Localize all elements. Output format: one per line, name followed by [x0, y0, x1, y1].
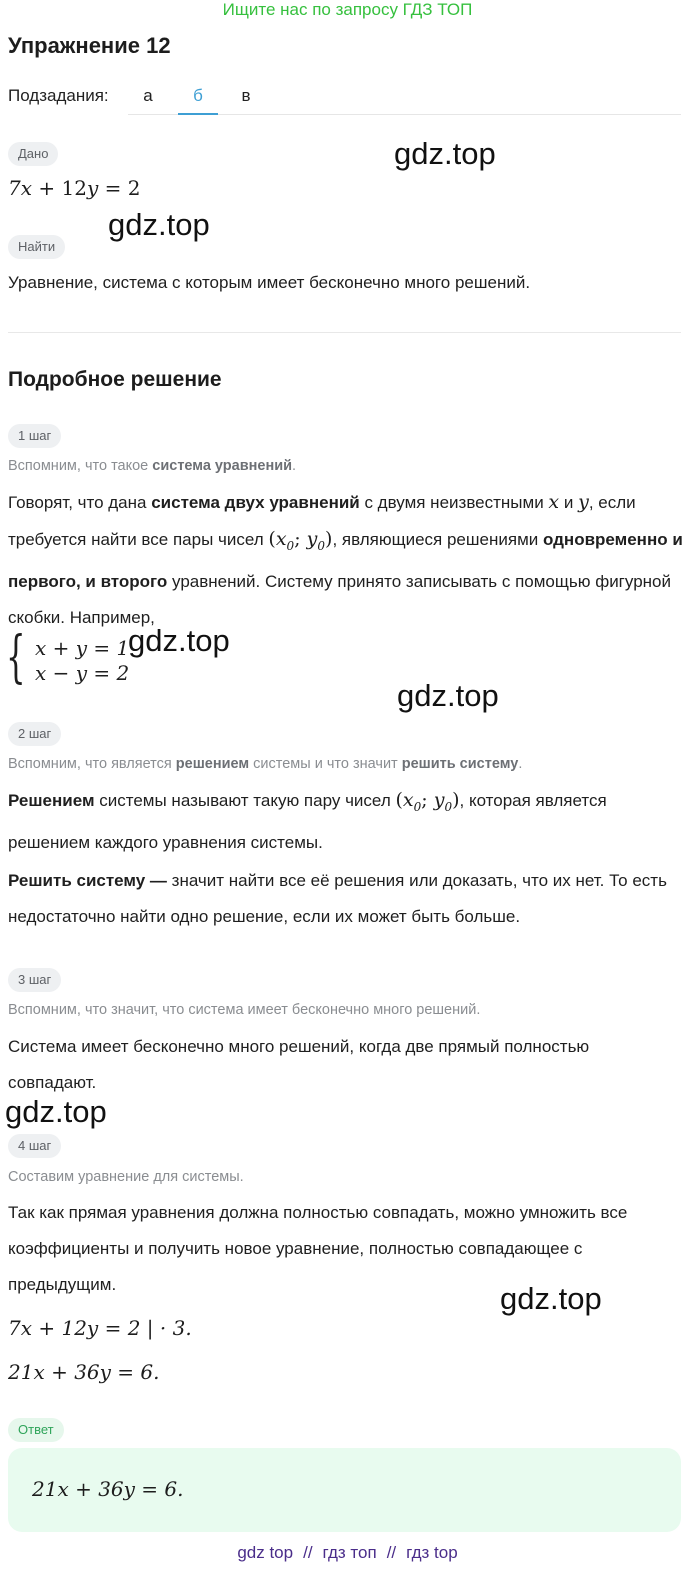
watermark: gdz.top — [397, 678, 499, 713]
step-4-equation-2: 21x + 36y = 6. — [8, 1360, 160, 1384]
step-3-hint: Вспомним, что значит, что система имеет бесконечно много решений. — [8, 1002, 481, 1018]
tab-v[interactable]: в — [241, 86, 251, 105]
footer-separator: // — [303, 1543, 313, 1562]
watermark: gdz.top — [128, 623, 230, 658]
search-banner[interactable]: Ищите нас по запросу ГДЗ ТОП — [222, 0, 473, 19]
step-1-badge: 1 шаг — [8, 424, 61, 448]
step-4-hint: Составим уравнение для системы. — [8, 1169, 244, 1185]
tab-b[interactable]: б — [193, 86, 203, 105]
system-eq-1: x + y = 1 — [35, 636, 130, 660]
step-3-badge: 3 шаг — [8, 968, 61, 992]
watermark: gdz.top — [108, 207, 210, 242]
step-1-hint: Вспомним, что такое система уравнений. — [8, 458, 297, 474]
step-3-paragraph: Система имеет бесконечно много решений, когда две прямый полностью совпадают. — [8, 1037, 590, 1092]
footer-link-1[interactable]: gdz top — [237, 1543, 294, 1562]
system-eq-2: x − y = 2 — [35, 661, 130, 685]
step-2-badge: 2 шаг — [8, 722, 61, 746]
watermark: gdz.top — [394, 136, 496, 171]
find-badge: Найти — [8, 235, 65, 259]
step-1-paragraph: Говорят, что дана система двух уравнений с двумя неизвестными x и y, если требуется найти все пары чисел ($x_0$; $y_0$), являющиеся решениями одновременно и первого, и второго уравнений. Систему принято записывать с помощью фигурной скобки. Например, — [8, 491, 683, 627]
tab-a[interactable]: а — [143, 86, 153, 105]
watermark: gdz.top — [500, 1281, 602, 1316]
footer-link-2[interactable]: гдз топ — [322, 1543, 377, 1562]
watermark: gdz.top — [5, 1094, 107, 1129]
system-brace: { — [6, 625, 26, 690]
page-title: Упражнение 12 — [8, 33, 171, 58]
section-divider — [8, 332, 681, 333]
footer-separator: // — [386, 1543, 397, 1562]
footer-links — [0, 1543, 695, 1563]
step-4-equation-1: 7x + 12y = 2 | · 3. — [8, 1316, 192, 1340]
step-2-paragraph-1: Решением системы называют такую пару чисел ($x_0$; $y_0$), которая является решением каждого уравнения системы. — [8, 789, 607, 852]
footer-link-3[interactable]: гдз top — [406, 1543, 458, 1562]
given-equation: 7x + 12y = 2 — [8, 176, 141, 200]
answer-equation: 21x + 36y = 6. — [32, 1477, 184, 1501]
solution-title: Подробное решение — [8, 368, 222, 391]
active-tab-indicator — [178, 113, 218, 115]
step-4-badge: 4 шаг — [8, 1134, 61, 1158]
find-text: Уравнение, система с которым имеет бесконечно много решений. — [8, 273, 531, 292]
subtasks-label: Подзадания: — [8, 86, 109, 105]
answer-badge: Ответ — [8, 1418, 64, 1442]
step-2-hint: Вспомним, что является решением системы и что значит решить систему. — [8, 756, 523, 772]
step-2-paragraph-2: Решить систему — значит найти все её решения или доказать, что их нет. То есть недостаточно найти одно решение, если их может быть больше. — [8, 871, 667, 926]
step-4-paragraph: Так как прямая уравнения должна полностью совпадать, можно умножить все коэффициенты и получить новое уравнение, полностью совпадающее с предыдущим. — [8, 1203, 628, 1294]
given-badge: Дано — [8, 142, 58, 166]
